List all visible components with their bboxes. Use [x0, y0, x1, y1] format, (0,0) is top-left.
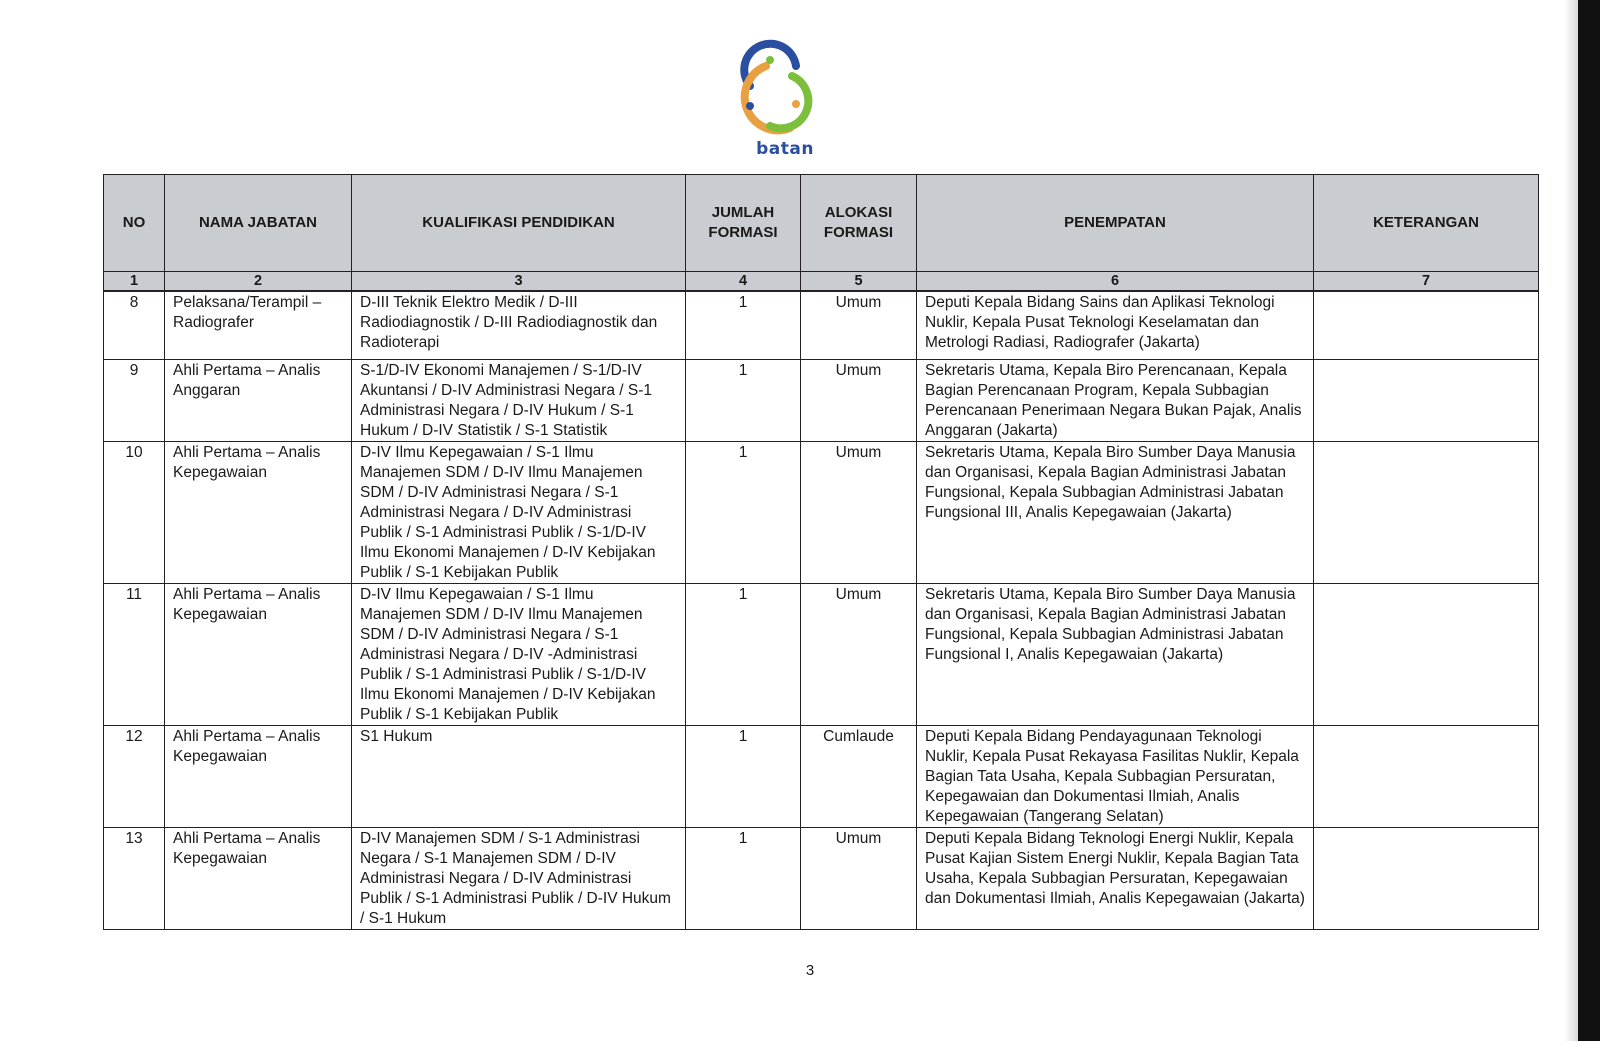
- batan-logo-mark: [730, 36, 840, 136]
- column-number-row: [104, 272, 1539, 292]
- cell-jumlah: 1: [686, 725, 801, 827]
- table-row: [104, 441, 1539, 583]
- column-number: 2: [165, 272, 352, 292]
- cell-no: 12: [104, 725, 165, 827]
- cell-keterangan: [1314, 725, 1539, 827]
- cell-nama-jabatan: Pelaksana/Terampil – Radiografer: [165, 291, 352, 359]
- cell-alokasi: Umum: [801, 359, 917, 441]
- batan-logo-text: batan: [756, 139, 814, 159]
- cell-kualifikasi: S1 Hukum: [352, 725, 686, 827]
- cell-no: 13: [104, 827, 165, 929]
- cell-alokasi: Umum: [801, 441, 917, 583]
- cell-no: 11: [104, 583, 165, 725]
- column-number: 4: [686, 272, 801, 292]
- column-number: 1: [104, 272, 165, 292]
- cell-penempatan: Deputi Kepala Bidang Sains dan Aplikasi Teknologi Nuklir, Kepala Pusat Teknologi Keselamatan dan Metrologi Radiasi, Radiografer (Jakarta): [917, 291, 1314, 359]
- cell-penempatan: Deputi Kepala Bidang Teknologi Energi Nuklir, Kepala Pusat Kajian Sistem Energi Nuklir, Kepala Bagian Tata Usaha, Kepala Subbagian Persuratan, Kepegawaian dan Dokumentasi Ilmiah, Analis Kepegawaian (Jakarta): [917, 827, 1314, 929]
- cell-nama-jabatan: Ahli Pertama – Analis Anggaran: [165, 359, 352, 441]
- header-kualifikasi: KUALIFIKASI PENDIDIKAN: [352, 175, 686, 272]
- table-row: [104, 359, 1539, 441]
- cell-alokasi: Umum: [801, 827, 917, 929]
- cell-no: 9: [104, 359, 165, 441]
- cell-keterangan: [1314, 583, 1539, 725]
- batan-logo: [730, 36, 840, 164]
- scan-edge-shade: [1564, 0, 1578, 1041]
- cell-jumlah: 1: [686, 827, 801, 929]
- cell-kualifikasi: D-IV Ilmu Kepegawaian / S-1 Ilmu Manajemen SDM / D-IV Ilmu Manajemen SDM / D-IV Administrasi Negara / S-1 Administrasi Negara / D-IV Administrasi Publik / S-1 Administrasi Publik / S-1/D-IV Ilmu Ekonomi Manajemen / D-IV Kebijakan Publik / S-1 Kebijakan Publik: [352, 441, 686, 583]
- cell-keterangan: [1314, 359, 1539, 441]
- cell-keterangan: [1314, 291, 1539, 359]
- cell-no: 10: [104, 441, 165, 583]
- cell-penempatan: Sekretaris Utama, Kepala Biro Sumber Daya Manusia dan Organisasi, Kepala Bagian Administrasi Jabatan Fungsional, Kepala Subbagian Administrasi Jabatan Fungsional III, Analis Kepegawaian (Jakarta): [917, 441, 1314, 583]
- cell-jumlah: 1: [686, 359, 801, 441]
- header-jumlah: JUMLAH FORMASI: [686, 175, 801, 272]
- cell-nama-jabatan: Ahli Pertama – Analis Kepegawaian: [165, 583, 352, 725]
- cell-alokasi: Cumlaude: [801, 725, 917, 827]
- header-nama-jabatan: NAMA JABATAN: [165, 175, 352, 272]
- cell-penempatan: Sekretaris Utama, Kepala Biro Perencanaan, Kepala Bagian Perencanaan Program, Kepala Subbagian Perencanaan Penerimaan Negara Bukan Pajak, Analis Anggaran (Jakarta): [917, 359, 1314, 441]
- header-keterangan: KETERANGAN: [1314, 175, 1539, 272]
- cell-penempatan: Sekretaris Utama, Kepala Biro Sumber Daya Manusia dan Organisasi, Kepala Bagian Administrasi Jabatan Fungsional, Kepala Subbagian Administrasi Jabatan Fungsional I, Analis Kepegawaian (Jakarta): [917, 583, 1314, 725]
- header-row: [104, 175, 1539, 272]
- cell-penempatan: Deputi Kepala Bidang Pendayagunaan Teknologi Nuklir, Kepala Pusat Rekayasa Fasilitas Nuklir, Kepala Bagian Tata Usaha, Kepala Subbagian Persuratan, Kepegawaian dan Dokumentasi Ilmiah, Analis Kepegawaian (Tangerang Selatan): [917, 725, 1314, 827]
- table-row: [104, 725, 1539, 827]
- cell-keterangan: [1314, 827, 1539, 929]
- column-number: 5: [801, 272, 917, 292]
- cell-nama-jabatan: Ahli Pertama – Analis Kepegawaian: [165, 827, 352, 929]
- header-no: NO: [104, 175, 165, 272]
- cell-nama-jabatan: Ahli Pertama – Analis Kepegawaian: [165, 725, 352, 827]
- column-number: 6: [917, 272, 1314, 292]
- cell-nama-jabatan: Ahli Pertama – Analis Kepegawaian: [165, 441, 352, 583]
- page-number: 3: [805, 962, 815, 979]
- table-row: [104, 827, 1539, 929]
- cell-jumlah: 1: [686, 441, 801, 583]
- cell-kualifikasi: D-IV Manajemen SDM / S-1 Administrasi Negara / S-1 Manajemen SDM / D-IV Administrasi Negara / D-IV Administrasi Publik / S-1 Administrasi Publik / D-IV Hukum / S-1 Hukum: [352, 827, 686, 929]
- cell-alokasi: Umum: [801, 583, 917, 725]
- table-row: [104, 583, 1539, 725]
- scan-edge: [1578, 0, 1600, 1041]
- cell-kualifikasi: D-IV Ilmu Kepegawaian / S-1 Ilmu Manajemen SDM / D-IV Ilmu Manajemen SDM / D-IV Administrasi Negara / S-1 Administrasi Negara / D-IV -Administrasi Publik / S-1 Administrasi Publik / S-1/D-IV Ilmu Ekonomi Manajemen / D-IV Kebijakan Publik / S-1 Kebijakan Publik: [352, 583, 686, 725]
- cell-keterangan: [1314, 441, 1539, 583]
- cell-no: 8: [104, 291, 165, 359]
- cell-kualifikasi: D-III Teknik Elektro Medik / D-III Radiodiagnostik / D-III Radiodiagnostik dan Radioterapi: [352, 291, 686, 359]
- cell-alokasi: Umum: [801, 291, 917, 359]
- cell-jumlah: 1: [686, 583, 801, 725]
- header-penempatan: PENEMPATAN: [917, 175, 1314, 272]
- header-alokasi: ALOKASI FORMASI: [801, 175, 917, 272]
- cell-jumlah: 1: [686, 291, 801, 359]
- column-number: 7: [1314, 272, 1539, 292]
- column-number: 3: [352, 272, 686, 292]
- table-row: [104, 291, 1539, 359]
- cell-kualifikasi: S-1/D-IV Ekonomi Manajemen / S-1/D-IV Akuntansi / D-IV Administrasi Negara / S-1 Administrasi Negara / D-IV Hukum / S-1 Hukum / D-IV Statistik / S-1 Statistik: [352, 359, 686, 441]
- formasi-table: [103, 174, 1539, 930]
